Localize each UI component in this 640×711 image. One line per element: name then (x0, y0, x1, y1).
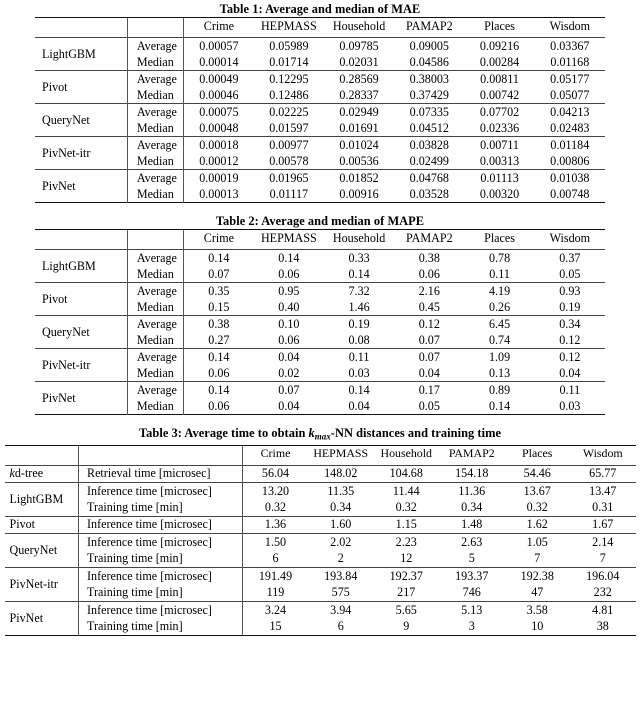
method-label: PivNet (35, 382, 127, 415)
data-cell: 7.32 (324, 283, 394, 300)
data-cell: 0.00014 (184, 54, 254, 71)
metric-label: Training time [min] (79, 550, 243, 567)
data-cell: 0.07 (418, 332, 440, 347)
data-cell: 0.00748 (550, 186, 590, 201)
data-cell: 0.14 (184, 250, 254, 267)
table1-header-row (35, 18, 605, 38)
data-cell: 5 (468, 551, 475, 566)
table1-col-crime: Crime (184, 18, 254, 38)
table3-metric-blank (79, 445, 243, 465)
stat-label: Average (127, 170, 183, 187)
data-cell: 0.28337 (339, 87, 379, 102)
table3-header-row (5, 445, 636, 465)
data-cell: 12 (400, 551, 413, 566)
method-label: QueryNet (35, 104, 127, 137)
data-cell: 0.01852 (324, 170, 394, 187)
data-cell: 0.05 (418, 398, 440, 413)
data-cell: 5.65 (374, 601, 440, 618)
method-italic-prefix: k (9, 466, 15, 481)
data-cell: 0.27 (184, 332, 254, 349)
data-cell: 4.19 (464, 283, 534, 300)
data-cell: 13.47 (570, 482, 636, 499)
metric-label: Inference time [microsec] (79, 482, 243, 499)
data-cell: 0.11 (535, 382, 605, 399)
data-cell: 0.02499 (409, 153, 449, 168)
data-cell: 0.00075 (184, 104, 254, 121)
data-cell: 0.78 (464, 250, 534, 267)
table-row (5, 550, 636, 567)
stat-label: Average (127, 71, 183, 88)
data-cell: 0.32 (243, 499, 309, 516)
table2-body (35, 250, 605, 416)
data-cell: 13.67 (505, 482, 571, 499)
stat-label: Median (127, 54, 183, 71)
data-cell: 0.05 (559, 266, 581, 281)
data-cell: 3.24 (243, 601, 309, 618)
data-cell: 1.46 (348, 299, 370, 314)
data-cell: 0.14 (184, 382, 254, 399)
data-cell: 0.00046 (184, 87, 254, 104)
data-cell: 0.00742 (479, 87, 520, 102)
data-cell: 0.01965 (254, 170, 324, 187)
table2-col-wisdom: Wisdom (535, 230, 605, 250)
metric-label: Training time [min] (79, 584, 243, 601)
data-cell: 0.05989 (254, 38, 324, 55)
data-cell: 0.35 (184, 283, 254, 300)
table3-col-places: Places (505, 445, 571, 465)
data-cell: 0.12 (535, 349, 605, 366)
table-row (5, 482, 636, 499)
data-cell: 6 (337, 619, 344, 634)
data-cell: 3.58 (505, 601, 571, 618)
table3-caption (0, 426, 640, 445)
data-cell: 4.81 (570, 601, 636, 618)
data-cell: 1.36 (243, 516, 309, 533)
data-cell: 0.04512 (409, 120, 449, 135)
data-cell: 0.06 (418, 266, 440, 281)
data-cell: 0.38003 (394, 71, 464, 88)
table2-col-crime: Crime (184, 230, 254, 250)
table2-caption: Table 2: Average and median of MAPE (215, 214, 425, 228)
data-cell: 0.00578 (269, 153, 309, 168)
metric-label: Inference time [microsec] (79, 533, 243, 550)
metric-label: Inference time [microsec] (79, 567, 243, 584)
data-cell: 0.28569 (324, 71, 394, 88)
data-cell: 193.37 (439, 567, 505, 584)
stat-label: Average (127, 283, 183, 300)
data-cell: 0.12 (559, 332, 581, 347)
stat-label: Average (127, 38, 183, 55)
stat-label: Median (127, 186, 183, 203)
data-cell: 0.01024 (324, 137, 394, 154)
data-cell: 0.02336 (479, 120, 520, 135)
data-cell: 0.04 (559, 365, 581, 380)
table3-caption-part2: -NN distances and training time (330, 426, 501, 440)
data-cell: 0.02949 (324, 104, 394, 121)
data-cell: 0.03367 (535, 38, 605, 55)
data-cell: 0.00048 (184, 120, 254, 137)
data-cell: 13.20 (243, 482, 309, 499)
data-cell: 1.09 (464, 349, 534, 366)
method-label: PivNet-itr (5, 567, 79, 601)
stat-label: Average (127, 137, 183, 154)
data-cell: 0.07702 (464, 104, 534, 121)
data-cell: 0.15 (184, 299, 254, 316)
data-cell: 0.00057 (184, 38, 254, 55)
table-row (35, 38, 605, 55)
data-cell: 0.00806 (550, 153, 590, 168)
stat-label: Median (127, 87, 183, 104)
data-cell: 0.13 (488, 365, 511, 380)
table-row (35, 250, 605, 267)
stat-label: Median (127, 266, 183, 283)
data-cell: 3 (468, 619, 475, 634)
method-label: Pivot (35, 283, 127, 316)
table2-col-pamap2: PAMAP2 (394, 230, 464, 250)
data-cell: 0.00018 (184, 137, 254, 154)
table1-body (35, 38, 605, 204)
data-cell: 192.37 (374, 567, 440, 584)
stat-label: Average (127, 316, 183, 333)
table-row (35, 283, 605, 300)
data-cell: 0.09216 (464, 38, 534, 55)
data-cell: 2 (337, 551, 344, 566)
data-cell: 0.37429 (409, 87, 449, 102)
data-cell: 0.14 (488, 398, 511, 413)
table-row (35, 316, 605, 333)
method-label: kd-tree (5, 465, 79, 482)
table-row (5, 584, 636, 601)
data-cell: 0.07 (394, 349, 464, 366)
table3-col-household: Household (374, 445, 440, 465)
data-cell: 119 (243, 584, 309, 601)
table1 (35, 17, 605, 203)
data-cell: 1.15 (374, 516, 440, 533)
data-cell: 2.02 (308, 533, 374, 550)
table-row (35, 137, 605, 154)
table3-col-wisdom: Wisdom (570, 445, 636, 465)
data-cell: 0.34 (461, 500, 483, 515)
data-cell: 0.17 (394, 382, 464, 399)
data-cell: 0.26 (488, 299, 511, 314)
data-cell: 0.40 (278, 299, 300, 314)
data-cell: 196.04 (570, 567, 636, 584)
data-cell: 148.02 (308, 465, 374, 482)
data-cell: 0.03 (559, 398, 581, 413)
data-cell: 191.49 (243, 567, 309, 584)
data-cell: 0.09785 (324, 38, 394, 55)
table3 (5, 445, 636, 636)
data-cell: 0.19 (559, 299, 581, 314)
table1-col-wisdom: Wisdom (535, 18, 605, 38)
data-cell: 0.00977 (254, 137, 324, 154)
metric-label: Training time [min] (79, 618, 243, 635)
table3-col-hepmass: HEPMASS (308, 445, 374, 465)
data-cell: 0.10 (254, 316, 324, 333)
data-cell: 0.00013 (184, 186, 254, 203)
data-cell: 2.63 (439, 533, 505, 550)
data-cell: 0.32 (526, 500, 548, 515)
data-cell: 0.02483 (550, 120, 590, 135)
table1-corner-blank (35, 18, 127, 38)
data-cell: 0.14 (324, 382, 394, 399)
data-cell: 47 (531, 585, 544, 600)
table3-body (5, 465, 636, 636)
data-cell: 38 (596, 619, 609, 634)
data-cell: 0.04213 (535, 104, 605, 121)
data-cell: 0.45 (418, 299, 440, 314)
data-cell: 0.01597 (269, 120, 309, 135)
table-row (5, 533, 636, 550)
method-label: QueryNet (35, 316, 127, 349)
table-row (5, 567, 636, 584)
data-cell: 0.12486 (269, 87, 309, 102)
table2-col-places: Places (464, 230, 534, 250)
data-cell: 0.32 (395, 500, 417, 515)
data-cell: 0.31 (592, 500, 614, 515)
method-label: PivNet (5, 601, 79, 635)
data-cell: 0.06 (278, 332, 300, 347)
data-cell: 0.19 (324, 316, 394, 333)
data-cell: 54.46 (505, 465, 571, 482)
stat-label: Median (127, 299, 183, 316)
data-cell: 192.38 (505, 567, 571, 584)
data-cell: 1.48 (439, 516, 505, 533)
data-cell: 0.04 (278, 398, 300, 413)
data-cell: 65.77 (570, 465, 636, 482)
data-cell: 6.45 (464, 316, 534, 333)
method-label: PivNet-itr (35, 137, 127, 170)
data-cell: 0.00536 (339, 153, 379, 168)
method-label: LightGBM (5, 482, 79, 516)
data-cell: 154.18 (439, 465, 505, 482)
data-cell: 0.04768 (394, 170, 464, 187)
table2-corner-blank (35, 230, 127, 250)
table1-col-household: Household (324, 18, 394, 38)
data-cell: 5.13 (439, 601, 505, 618)
table-row (35, 71, 605, 88)
method-label: LightGBM (35, 38, 127, 71)
stat-label: Median (127, 153, 183, 170)
data-cell: 0.07 (254, 382, 324, 399)
method-label: PivNet (35, 170, 127, 203)
data-cell: 0.01113 (464, 170, 534, 187)
data-cell: 0.14 (184, 349, 254, 366)
data-cell: 0.01184 (535, 137, 605, 154)
table1-col-hepmass: HEPMASS (254, 18, 324, 38)
data-cell: 0.03528 (409, 186, 449, 201)
data-cell: 11.35 (308, 482, 374, 499)
data-cell: 0.02 (278, 365, 300, 380)
data-cell: 0.12 (394, 316, 464, 333)
data-cell: 0.37 (535, 250, 605, 267)
data-cell: 1.67 (570, 516, 636, 533)
data-cell: 217 (397, 585, 416, 600)
data-cell: 0.74 (488, 332, 511, 347)
data-cell: 0.38 (184, 316, 254, 333)
data-cell: 0.12295 (254, 71, 324, 88)
data-cell: 56.04 (243, 465, 309, 482)
table1-stat-blank (127, 18, 183, 38)
data-cell: 0.04 (254, 349, 324, 366)
table-row (5, 499, 636, 516)
data-cell: 0.00916 (339, 186, 379, 201)
data-cell: 0.11 (324, 349, 394, 366)
table2-col-hepmass: HEPMASS (254, 230, 324, 250)
table3-caption-kmax-k: k (308, 426, 315, 440)
data-cell: 7 (534, 551, 541, 566)
method-label: Pivot (35, 71, 127, 104)
stat-label: Average (127, 349, 183, 366)
data-cell: 0.00711 (464, 137, 534, 154)
data-cell: 575 (331, 585, 350, 600)
data-cell: 10 (531, 619, 544, 634)
data-cell: 0.01691 (339, 120, 379, 135)
data-cell: 0.00313 (479, 153, 520, 168)
method-label: PivNet-itr (35, 349, 127, 382)
data-cell: 0.14 (254, 250, 324, 267)
table-row (5, 465, 636, 482)
metric-label: Retrieval time [microsec] (79, 465, 243, 482)
data-cell: 0.00284 (479, 54, 520, 69)
data-cell: 11.36 (439, 482, 505, 499)
data-cell: 0.06 (278, 266, 300, 281)
data-cell: 0.01714 (269, 54, 309, 69)
data-cell: 0.02225 (254, 104, 324, 121)
data-cell: 0.07335 (394, 104, 464, 121)
table-row (5, 516, 636, 533)
data-cell: 0.34 (330, 500, 352, 515)
data-cell: 0.06 (184, 398, 254, 415)
data-cell: 0.14 (348, 266, 370, 281)
stat-label: Median (127, 365, 183, 382)
table1-col-places: Places (464, 18, 534, 38)
data-cell: 104.68 (374, 465, 440, 482)
table2-header-row (35, 230, 605, 250)
table-row (5, 618, 636, 635)
data-cell: 0.00012 (184, 153, 254, 170)
data-cell: 0.07 (184, 266, 254, 283)
data-cell: 1.60 (308, 516, 374, 533)
data-cell: 0.00049 (184, 71, 254, 88)
table3-corner-blank (5, 445, 79, 465)
data-cell: 0.06 (184, 365, 254, 382)
data-cell: 0.93 (535, 283, 605, 300)
data-cell: 0.95 (254, 283, 324, 300)
table2-stat-blank (127, 230, 183, 250)
data-cell: 7 (599, 551, 606, 566)
table2-col-household: Household (324, 230, 394, 250)
stat-label: Average (127, 250, 183, 267)
data-cell: 0.02031 (339, 54, 379, 69)
data-cell: 0.01038 (535, 170, 605, 187)
data-cell: 2.16 (394, 283, 464, 300)
data-cell: 3.94 (308, 601, 374, 618)
data-cell: 6 (243, 550, 309, 567)
table3-caption-kmax-sub: max (314, 431, 331, 442)
data-cell: 0.01117 (269, 186, 309, 201)
table-row (35, 382, 605, 399)
data-cell: 0.08 (348, 332, 370, 347)
data-cell: 746 (462, 585, 481, 600)
stat-label: Median (127, 332, 183, 349)
data-cell: 0.03 (348, 365, 370, 380)
data-cell: 0.89 (464, 382, 534, 399)
data-cell: 1.62 (505, 516, 571, 533)
table-bottom-rule (5, 635, 636, 636)
metric-label: Training time [min] (79, 499, 243, 516)
stat-label: Average (127, 104, 183, 121)
table-row (5, 601, 636, 618)
method-label: Pivot (5, 516, 79, 533)
data-cell: 0.04586 (409, 54, 449, 69)
data-cell: 0.04 (348, 398, 370, 413)
data-cell: 0.38 (394, 250, 464, 267)
data-cell: 0.11 (489, 266, 510, 281)
metric-label: Inference time [microsec] (79, 516, 243, 533)
table3-caption-part1: Table 3: Average time to obtain (138, 426, 309, 440)
metric-label: Inference time [microsec] (79, 601, 243, 618)
data-cell: 0.09005 (394, 38, 464, 55)
table2 (35, 229, 605, 415)
table1-caption: Table 1: Average and median of MAE (219, 2, 421, 16)
data-cell: 0.05077 (550, 87, 590, 102)
data-cell: 232 (593, 585, 612, 600)
data-cell: 2.14 (570, 533, 636, 550)
stat-label: Average (127, 382, 183, 399)
data-cell: 0.00019 (184, 170, 254, 187)
data-cell: 0.34 (535, 316, 605, 333)
stat-label: Median (127, 120, 183, 137)
table-row (35, 170, 605, 187)
table-row (35, 349, 605, 366)
stat-label: Median (127, 398, 183, 415)
method-label: LightGBM (35, 250, 127, 283)
table1-col-pamap2: PAMAP2 (394, 18, 464, 38)
data-cell: 0.05177 (535, 71, 605, 88)
data-cell: 0.04 (418, 365, 440, 380)
data-cell: 1.05 (505, 533, 571, 550)
data-cell: 0.00811 (464, 71, 534, 88)
table-row (35, 104, 605, 121)
data-cell: 15 (243, 618, 309, 635)
data-cell: 1.50 (243, 533, 309, 550)
data-cell: 193.84 (308, 567, 374, 584)
data-cell: 0.01168 (550, 54, 590, 69)
data-cell: 9 (403, 619, 410, 634)
data-cell: 0.00320 (479, 186, 520, 201)
data-cell: 2.23 (374, 533, 440, 550)
data-cell: 0.03828 (394, 137, 464, 154)
data-cell: 0.33 (324, 250, 394, 267)
data-cell: 11.44 (374, 482, 440, 499)
method-label: QueryNet (5, 533, 79, 567)
table3-col-crime: Crime (243, 445, 309, 465)
table3-col-pamap2: PAMAP2 (439, 445, 505, 465)
